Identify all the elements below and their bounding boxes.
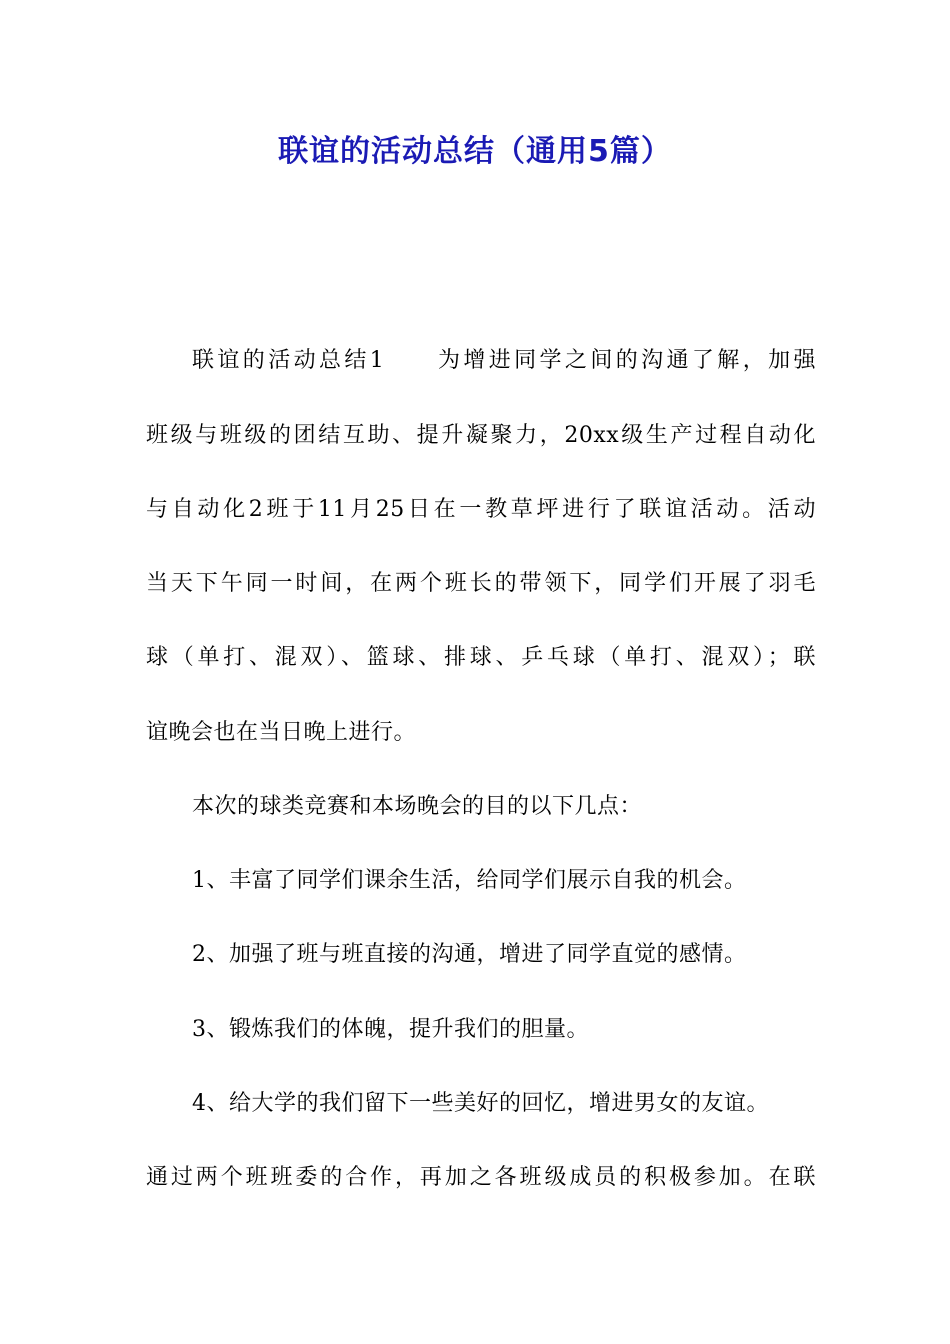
paragraph-line-6: 谊晚会也在当日晚上进行。 [146, 720, 417, 745]
paragraph-line-4: 当天下午同一时间，在两个班长的带领下，同学们开展了羽毛 [146, 571, 816, 596]
paragraph-line-12: 通过两个班班委的合作，再加之各班级成员的积极参加。在联 [146, 1165, 816, 1190]
paragraph-line-2: 班级与班级的团结互助、提升凝聚力，20xx级生产过程自动化 [146, 423, 816, 448]
paragraph-line-5: 球（单打、混双）、篮球、排球、乒乓球（单打、混双）；联 [146, 645, 816, 670]
list-item-2: 2、加强了班与班直接的沟通，增进了同学直觉的感情。 [192, 942, 747, 967]
list-item-4: 4、给大学的我们留下一些美好的回忆，增进男女的友谊。 [192, 1091, 769, 1116]
document-title: 联谊的活动总结（通用5篇） [278, 134, 672, 169]
list-item-1: 1、丰富了同学们课余生活，给同学们展示自我的机会。 [192, 868, 747, 893]
paragraph-line-7: 本次的球类竞赛和本场晚会的目的以下几点： [192, 794, 643, 819]
list-item-3: 3、锻炼我们的体魄，提升我们的胆量。 [192, 1017, 589, 1042]
paragraph-line-3: 与自动化2班于11月25日在一教草坪进行了联谊活动。活动 [146, 497, 816, 522]
paragraph-line-1: 联谊的活动总结1 为增进同学之间的沟通了解，加强 [192, 348, 816, 373]
